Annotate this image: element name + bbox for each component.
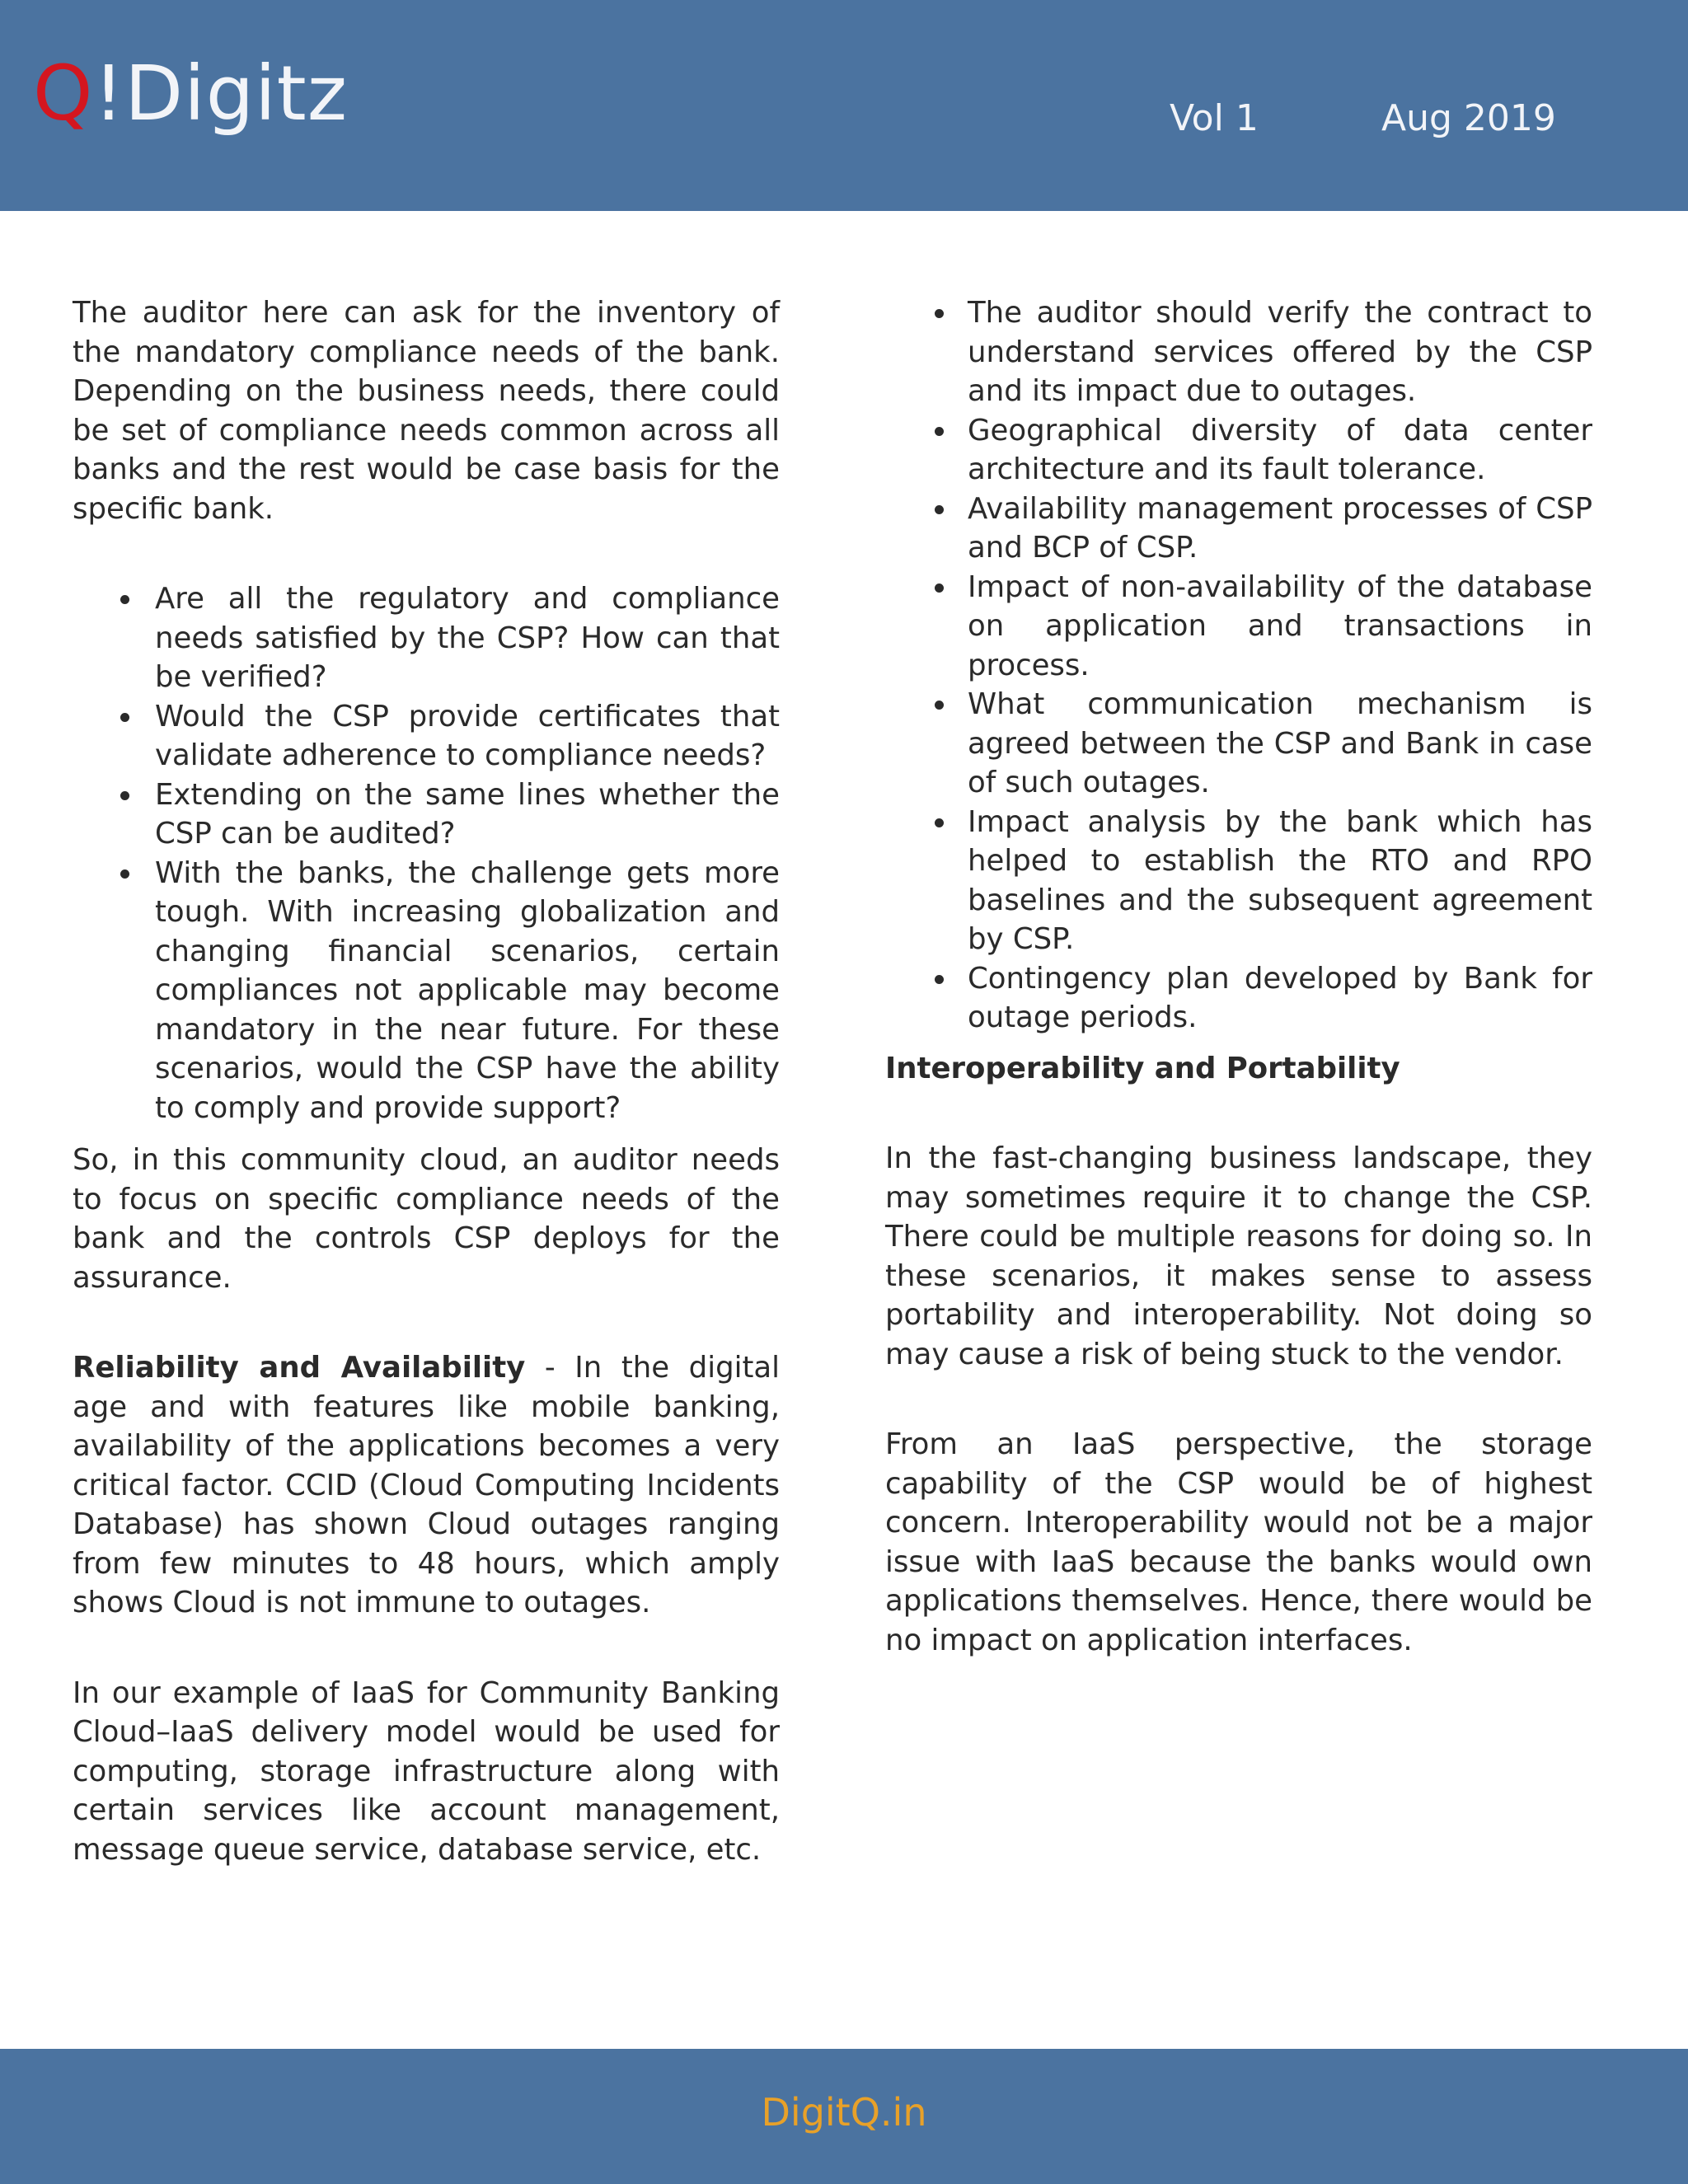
interop-paragraph: In the fast-changing business landscape, they may sometimes require it to change the CSP. There could be multiple reasons for doing so. In these scenarios, it makes sense to assess portability and interoperability. Not doing so may cause a risk of being stuck to the vendor.	[885, 1141, 1592, 1371]
reliability-paragraph	[73, 1348, 780, 1623]
list-item: Impact of non-availability of the database on application and transactions in process.	[885, 568, 1592, 686]
list-item: The auditor should verify the contract to understand services offered by the CSP and its impact due to outages.	[885, 293, 1592, 411]
issue-date: Aug 2019	[1381, 97, 1556, 139]
list-item: Contingency plan developed by Bank for outage periods.	[885, 959, 1592, 1038]
list-item: Impact analysis by the bank which has helped to establish the RTO and RPO baselines and the subsequent agreement by CSP.	[885, 803, 1592, 959]
page-footer	[0, 2049, 1688, 2184]
interop-heading: Interoperability and Portability	[885, 1051, 1400, 1085]
reliability-text: - In the digital age and with features like mobile banking, availability of the applications becomes a very critical factor. CCID (Cloud Computing Incidents Database) has shown Cloud outages ranging from few minutes to 48 hours, which amply shows Cloud is not immune to outages.	[73, 1351, 780, 1619]
logo-text: !Digitz	[93, 49, 349, 138]
page-header	[0, 0, 1688, 211]
availability-checklist	[885, 293, 1592, 1038]
intro-paragraph: The auditor here can ask for the inventory of the mandatory compliance needs of the bank. Depending on the business needs, there could be set of compliance needs common across all banks and the rest would be case basis for the specific bank.	[73, 296, 780, 526]
list-item: Are all the regulatory and compliance needs satisfied by the CSP? How can that be verified?	[73, 579, 780, 697]
left-column	[73, 293, 780, 1869]
volume-label: Vol 1	[1170, 97, 1259, 139]
list-item: What communication mechanism is agreed between the CSP and Bank in case of such outages.	[885, 685, 1592, 803]
reliability-heading: Reliability and Availability	[73, 1351, 526, 1385]
iaas-perspective-paragraph: From an IaaS perspective, the storage capability of the CSP would be of highest concern. Interoperability would not be a major issue with IaaS because the banks would own applications themselves. Hence, there would be no impact on application interfaces.	[885, 1427, 1592, 1657]
list-item: Geographical diversity of data center architecture and its fault tolerance.	[885, 411, 1592, 490]
footer-site-link[interactable]: DigitQ.in	[761, 2090, 927, 2135]
logo-q: Q	[33, 49, 94, 138]
list-item: Extending on the same lines whether the CSP can be audited?	[73, 776, 780, 854]
compliance-question-list	[73, 579, 780, 1127]
right-column	[885, 293, 1592, 1660]
summary-paragraph: So, in this community cloud, an auditor needs to focus on specific compliance needs of the bank and the controls CSP deploys for the assurance.	[73, 1143, 780, 1295]
list-item: Would the CSP provide certificates that validate adherence to compliance needs?	[73, 697, 780, 776]
list-item: With the banks, the challenge gets more tough. With increasing globalization and changing financial scenarios, certain compliances not applicable may become mandatory in the near future. For these scenarios, would the CSP have the ability to comply and provide support?	[73, 854, 780, 1128]
iaas-example-paragraph: In our example of IaaS for Community Banking Cloud–IaaS delivery model would be used for computing, storage infrastructure along with certain services like account management, message queue service, database service, etc.	[73, 1675, 780, 1867]
newsletter-logo	[33, 49, 349, 138]
list-item: Availability management processes of CSP and BCP of CSP.	[885, 490, 1592, 568]
